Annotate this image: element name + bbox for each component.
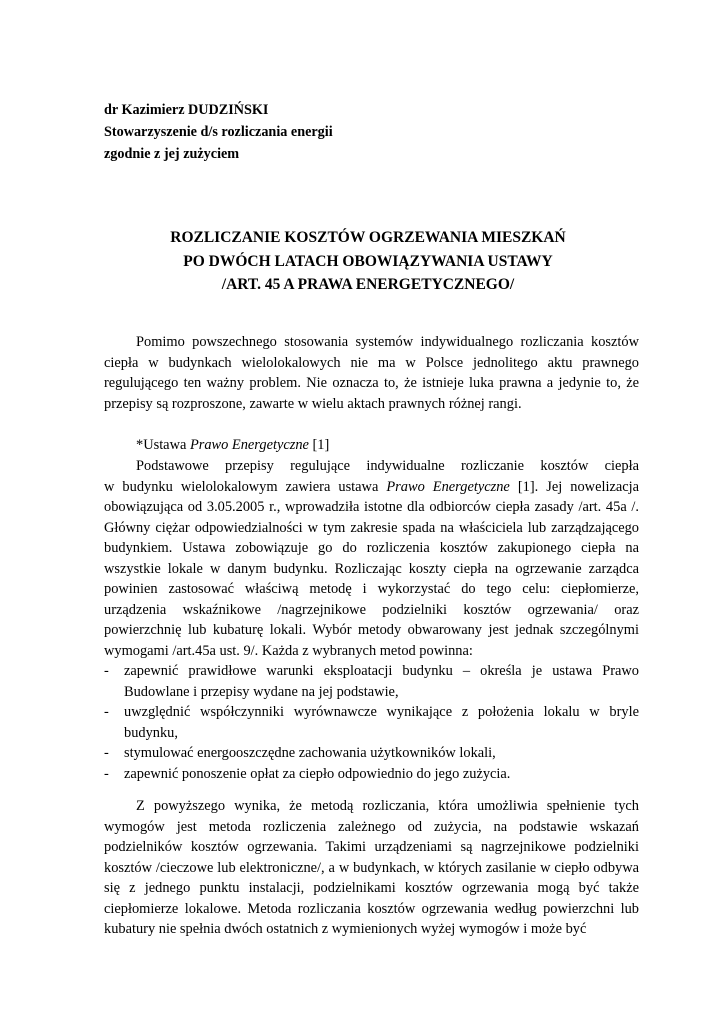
author-organization-line-1: Stowarzyszenie d/s rozliczania energii	[104, 124, 333, 140]
requirements-list	[104, 661, 639, 784]
paragraph-conclusion: Z powyższego wynika, że metodą rozliczania, która umożliwia spełnienie tych wymogów jest metoda rozliczenia zależnego od zużycia, na podstawie wskazań podzielników kosztów ogrzewania. Takimi urządzeniami są nagrzejnikowe podzielniki kosztów /cieczowe lub elektroniczne/, a w budynkach, w których zasilanie w ciepło odbywa się z jednego punktu instalacji, podzielnikami kosztów ogrzewania mogą być także ciepłomierze lokalowe. Metoda rozliczania kosztów ogrzewania według powierzchni lub kubatury nie spełnia dwóch ostatnich z wymienionych wyżej wymogów i może być	[104, 798, 639, 937]
list-item: - stymulować energooszczędne zachowania użytkowników lokali,	[104, 743, 639, 764]
list-item: - zapewnić prawidłowe warunki eksploatacji budynku – określa je ustawa Prawo Budowlane i przepisy wydane na jej podstawie,	[104, 663, 639, 700]
title-line-2: PO DWÓCH LATACH OBOWIĄZYWANIA USTAWY	[183, 252, 553, 270]
author-name: dr Kazimierz DUDZIŃSKI	[104, 102, 269, 118]
title-line-3: /ART. 45 A PRAWA ENERGETYCZNEGO/	[221, 276, 515, 293]
list-item: - uwzględnić współczynniki wyrównawcze wynikające z położenia lokalu w bryle budynku,	[104, 704, 639, 741]
list-dash: -	[104, 745, 109, 761]
author-organization-line-2: zgodnie z jej zużyciem	[104, 146, 240, 162]
list-item: - zapewnić ponoszenie opłat za ciepło odpowiednio do jego zużycia.	[104, 764, 639, 785]
list-dash: -	[104, 663, 109, 679]
author-block	[104, 99, 333, 165]
paragraph-ustawa	[104, 456, 639, 784]
list-dash: -	[104, 765, 109, 782]
paragraph-intro: Pomimo powszechnego stosowania systemów indywidualnego rozliczania kosztów ciepła w budynkach wielolokalowych nie ma w Polsce jednolitego aktu prawnego regulującego ten ważny problem. Nie oznacza to, że istnieje luka prawna a jedynie to, że przepisy są rozproszone, zawarte w wielu aktach prawnych różnej rangi.	[104, 334, 639, 412]
ustawa-prefix: *Ustawa	[136, 437, 190, 453]
list-dash: -	[104, 704, 109, 720]
paragraph-ustawa-line-2: w budynku wielolokalowym zawiera ustawa Prawo Energetyczne [1]. Jej nowelizacja	[104, 478, 639, 495]
ustawa-heading	[104, 435, 671, 456]
paragraph-ustawa-line-1: Podstawowe przepisy regulujące indywidualne rozliczanie kosztów ciepła	[136, 458, 639, 474]
ustawa-suffix: [1]	[308, 437, 330, 453]
title-line-1: ROZLICZANIE KOSZTÓW OGRZEWANIA MIESZKAŃ	[170, 229, 566, 246]
paragraph-ustawa-rest: obowiązująca od 3.05.2005 r., wprowadziła istotne dla odbiorców ciepła zasady /art. 45a /. Główny ciężar odpowiedzialności w tym zakresie spada na właściciela lub zarządzającego budynkiem. Ustawa zobowiązuje go do rozliczenia kosztów zakupionego ciepła na wszystkie lokale w danym budynku. Rozliczając koszty ciepła na ogrzewanie zarządca powinien zastosować właściwą metodę i wykorzystać do tego celu: ciepłomierze, urządzenia wskaźnikowe /nagrzejnikowe podzielniki kosztów ogrzewania/ oraz powierzchnię lub kubaturę lokali. Wybór metody obwarowany jest jednak szczególnymi wymogami /art.45a ust. 9/. Każda z wybranych metod powinna:	[104, 499, 639, 659]
ustawa-title: Prawo Energetyczne	[189, 437, 309, 453]
document-title	[104, 226, 632, 297]
